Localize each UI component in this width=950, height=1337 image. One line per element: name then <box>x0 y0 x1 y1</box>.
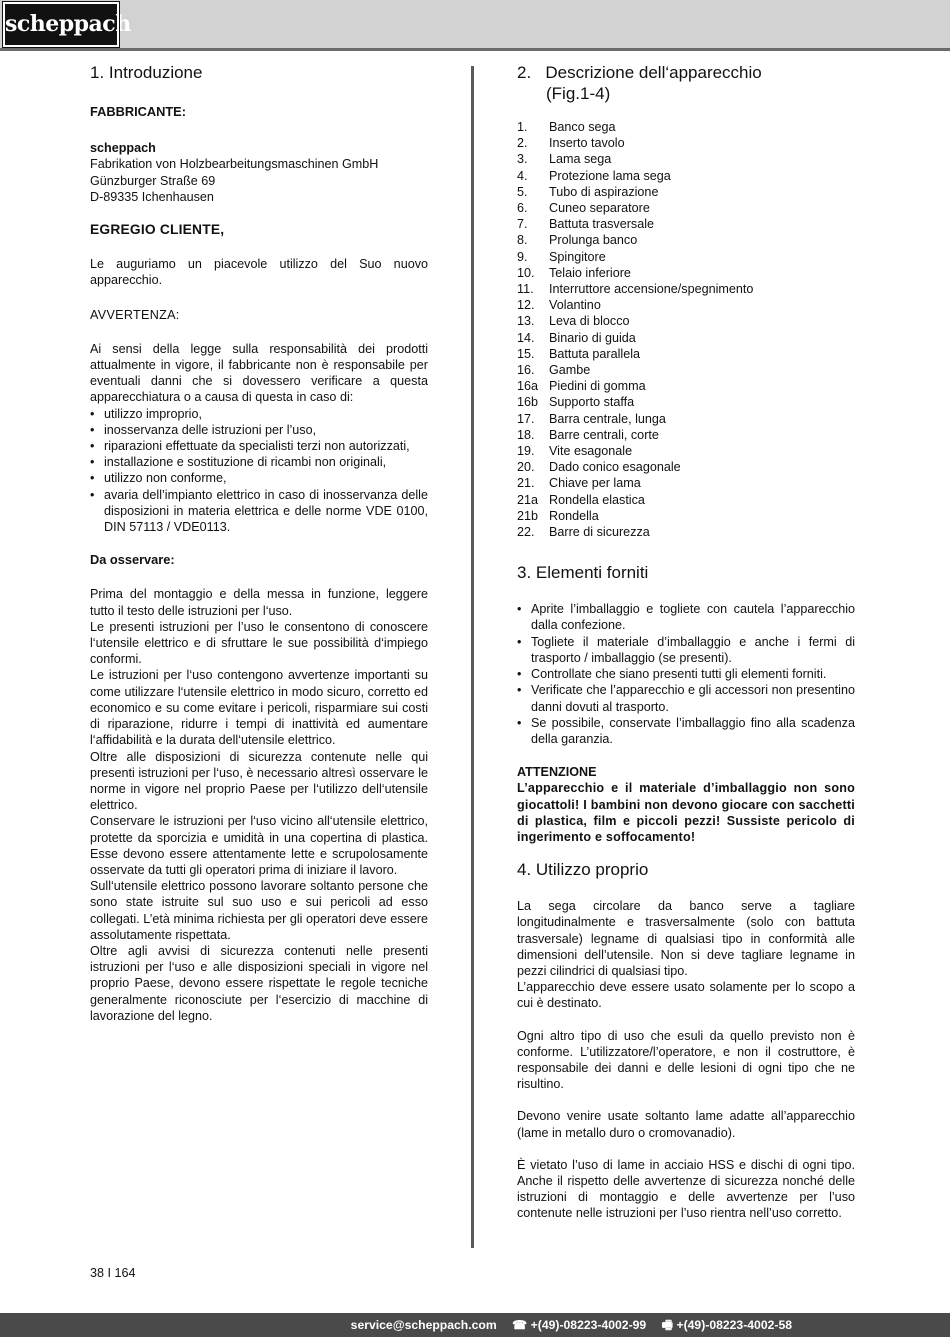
list-item: • avaria dell’impianto elettrico in caso di inosservanza delle disposizioni in materia elettrica e delle norme VDE 0100, DIN 57113 / VDE0113. <box>90 487 428 536</box>
observe-paragraph: Oltre agli avvisi di sicurezza contenuti nelle presenti istruzioni per l‘uso e alle disposizioni speciali in vigore nel proprio Paese, devono essere rispettate le regole tecniche generalmente riconosciute per l‘esercizio di macchine di lavorazione del legno. <box>90 943 428 1023</box>
parts-list-item <box>517 492 855 508</box>
part-number: 16a <box>517 379 539 394</box>
address-line: Günzburger Straße 69 <box>90 173 216 188</box>
parts-list-item <box>517 394 855 410</box>
left-column <box>90 62 428 1024</box>
part-label: Dado conico esagonale <box>549 460 681 475</box>
parts-list-item <box>517 281 855 297</box>
greeting-heading: EGREGIO CLIENTE, <box>90 222 225 238</box>
part-number: 20. <box>517 460 535 475</box>
part-number: 6. <box>517 201 528 216</box>
part-number: 11. <box>517 282 534 297</box>
parts-list-item <box>517 135 855 151</box>
list-item: • Togliete il materiale d’imballaggio e anche i fermi di trasporto / imballaggio (se presenti). <box>517 634 855 666</box>
part-number: 3. <box>517 152 528 167</box>
warning-paragraph: Ai sensi della legge sulla responsabilità dei prodotti attualmente in vigore, il fabbricante non è responsabile per eventuali danni che si dovessero verificare a questa apparecchiatura o a causa di questa in caso di: <box>90 341 428 405</box>
part-number: 21b <box>517 508 539 523</box>
parts-list-item <box>517 200 855 216</box>
warning-list <box>90 406 428 536</box>
section-title-supplied: 3. Elementi forniti <box>517 563 649 583</box>
wish-paragraph: Le auguriamo un piacevole utilizzo del Suo nuovo apparecchio. <box>90 257 428 288</box>
parts-list-item <box>517 459 855 475</box>
parts-list-item <box>517 216 855 232</box>
parts-list-item <box>517 313 855 329</box>
address-line: Fabrikation von Holzbearbeitungsmaschinen GmbH <box>90 157 379 172</box>
parts-list-item <box>517 346 855 362</box>
part-label: Telaio inferiore <box>549 265 631 280</box>
part-label: Chiave per lama <box>549 476 641 491</box>
observe-paragraph: Le presenti istruzioni per l’uso le consentono di conoscere l‘utensile elettrico e di sfruttare le sue possibilità d‘impiego conformi. <box>90 619 428 667</box>
parts-list-item <box>517 508 855 524</box>
part-number: 18. <box>517 427 535 442</box>
part-number: 13. <box>517 314 535 329</box>
parts-list-item <box>517 330 855 346</box>
footer-fax: 🖷 +(49)-08223-4002-58 <box>661 1318 792 1332</box>
observe-paragraph: Le istruzioni per l‘uso contengono avvertenze importanti su come utilizzare l‘utensile elettrico in modo sicuro, corretto ed economico e su come evitare i pericoli, risparmiare sui costi di riparazione, ridurre i tempi di inattività ed aumentare l‘affidabilità e la durata dell‘utensile elettrico. <box>90 668 428 748</box>
part-number: 21. <box>517 476 535 491</box>
part-number: 16. <box>517 363 535 378</box>
list-item: • Verificate che l’apparecchio e gli accessori non presentino danni dovuti al trasporto. <box>517 682 855 714</box>
footer-phone: ☎ +(49)-08223-4002-99 <box>512 1318 647 1332</box>
parts-list <box>517 119 855 540</box>
part-label: Prolunga banco <box>549 233 638 248</box>
list-item: • Controllate che siano presenti tutti gli elementi forniti. <box>517 666 855 682</box>
parts-list-item <box>517 184 855 200</box>
part-label: Gambe <box>549 363 591 378</box>
footer-email[interactable]: service@scheppach.com <box>350 1318 497 1332</box>
part-label: Barra centrale, lunga <box>549 411 666 426</box>
part-number: 2. <box>517 136 528 151</box>
part-label: Binario di guida <box>549 330 636 345</box>
column-divider <box>471 66 474 1248</box>
part-number: 10. <box>517 265 535 280</box>
parts-list-item <box>517 362 855 378</box>
use-paragraph: La sega circolare da banco serve a tagliare longitudinalmente e trasversalmente (solo con battuta trasversale) legname di qualsiasi tipo in conformità alle dimensioni dell’utensile. Non si deve tagliare legname in pezzi cilindrici di qualsiasi tipo. <box>517 899 855 978</box>
part-label: Inserto tavolo <box>549 136 625 151</box>
parts-list-item <box>517 524 855 540</box>
attention-text: L’apparecchio e il materiale d’imballaggio non sono giocattoli! I bambini non devono giocare con sacchetti di plastica, film e piccoli pezzi! Sussiste pericolo di ingerimento e soffocamento! <box>517 781 855 844</box>
parts-list-item <box>517 297 855 313</box>
part-label: Battuta trasversale <box>549 217 654 232</box>
address-line: D-89335 Ichenhausen <box>90 189 214 204</box>
part-label: Cuneo separatore <box>549 201 650 216</box>
parts-list-item <box>517 168 855 184</box>
observe-paragraph: Oltre alle disposizioni di sicurezza contenute nelle qui presenti istruzioni per l‘uso, è necessario altresì osservare le norme in vigore nel proprio Paese per l‘utilizzo dell‘utensile elettrico. <box>90 749 428 813</box>
parts-list-item <box>517 151 855 167</box>
list-item: • riparazioni effettuate da specialisti terzi non autorizzati, <box>90 438 428 454</box>
parts-list-item <box>517 427 855 443</box>
observe-paragraph: Conservare le istruzioni per l‘uso vicino all‘utensile elettrico, protette da sporcizia e umidità in una copertina di plastica. Esse devono essere attentamente lette e scrupolosamente osservate da tutti gli operatori prima di iniziare il lavoro. <box>90 814 428 877</box>
parts-list-item <box>517 249 855 265</box>
part-label: Supporto staffa <box>549 395 635 410</box>
warning-label: AVVERTENZA: <box>90 307 180 322</box>
attention-label: ATTENZIONE <box>517 765 597 780</box>
section-title-use: 4. Utilizzo proprio <box>517 860 649 880</box>
part-number: 21a <box>517 492 539 507</box>
section-title-introduction: 1. Introduzione <box>90 63 203 82</box>
footer-contact <box>339 1317 792 1333</box>
parts-list-item <box>517 378 855 394</box>
part-number: 4. <box>517 168 528 183</box>
part-number: 17. <box>517 411 535 426</box>
use-paragraph: È vietato l’uso di lame in acciaio HSS e dischi di ogni tipo. Anche il rispetto delle avvertenze di sicurezza nonché delle istruzioni di montaggio e delle avvertenze per l’uso contenute nelle istruzioni per l’uso rientra nell’uso corretto. <box>517 1157 855 1221</box>
observe-paragraph: Sull‘utensile elettrico possono lavorare soltanto persone che sono state istruite sul suo uso e sui pericoli ad esso collegati. L’età minima richiesta per gli operatori deve essere assolutamente rispettata. <box>90 879 428 942</box>
part-label: Barre centrali, corte <box>549 427 659 442</box>
parts-list-item <box>517 475 855 491</box>
part-number: 22. <box>517 525 535 540</box>
company-name: scheppach <box>90 141 156 156</box>
supplied-list <box>517 601 855 747</box>
list-item: • utilizzo non conforme, <box>90 470 428 486</box>
part-number: 12. <box>517 298 535 313</box>
part-label: Protezione lama sega <box>549 168 671 183</box>
part-label: Banco sega <box>549 120 616 134</box>
use-paragraph: L’apparecchio deve essere usato solamente per lo scopo a cui è destinato. <box>517 980 855 1011</box>
part-number: 5. <box>517 184 528 199</box>
part-number: 1. <box>517 120 528 134</box>
part-number: 9. <box>517 249 528 264</box>
section-title-description-fig: (Fig.1-4) <box>546 84 611 103</box>
part-number: 16b <box>517 395 539 410</box>
parts-list-item <box>517 411 855 427</box>
part-number: 15. <box>517 346 535 361</box>
header-band <box>0 0 950 48</box>
part-number: 7. <box>517 217 528 232</box>
part-number: 14. <box>517 330 535 345</box>
part-label: Barre di sicurezza <box>549 525 650 540</box>
part-label: Tubo di aspirazione <box>549 184 659 199</box>
part-label: Spingitore <box>549 249 606 264</box>
use-paragraph: Ogni altro tipo di uso che esuli da quello previsto non è conforme. L’utilizzatore/l’operatore, e non il costruttore, è responsabile dei danni e delle lesioni di ogni tipo che ne risultino. <box>517 1028 855 1092</box>
part-label: Leva di blocco <box>549 314 630 329</box>
part-label: Rondella elastica <box>549 492 645 507</box>
list-item: • utilizzo improprio, <box>90 406 428 422</box>
section-title-description: 2. Descrizione dell‘apparecchio <box>517 63 762 82</box>
parts-list-item <box>517 119 855 135</box>
page-number: 38 I 164 <box>90 1266 136 1280</box>
part-number: 19. <box>517 444 535 459</box>
observe-paragraph: Prima del montaggio e della messa in funzione, leggere tutto il testo delle istruzioni per l‘uso. <box>90 587 428 618</box>
header-rule <box>0 48 950 51</box>
list-item: • inosservanza delle istruzioni per l’uso, <box>90 422 428 438</box>
part-label: Volantino <box>549 298 601 313</box>
scheppach-logo: scheppach <box>3 2 119 47</box>
parts-list-item <box>517 443 855 459</box>
part-label: Battuta parallela <box>549 346 641 361</box>
observe-label: Da osservare: <box>90 552 175 568</box>
parts-list-item <box>517 265 855 281</box>
manufacturer-label: FABBRICANTE: <box>90 104 186 119</box>
list-item: • installazione e sostituzione di ricambi non originali, <box>90 454 428 470</box>
right-column <box>517 62 855 1222</box>
part-label: Interruttore accensione/spegnimento <box>549 282 754 297</box>
part-label: Piedini di gomma <box>549 379 646 394</box>
parts-list-item <box>517 232 855 248</box>
part-label: Rondella <box>549 508 599 523</box>
list-item: • Aprite l’imballaggio e togliete con cautela l’apparecchio dalla confezione. <box>517 601 855 633</box>
part-label: Vite esagonale <box>549 444 633 459</box>
part-number: 8. <box>517 233 528 248</box>
part-label: Lama sega <box>549 152 612 167</box>
use-paragraph: Devono venire usate soltanto lame adatte all’apparecchio (lame in metallo duro o cromovanadio). <box>517 1109 855 1140</box>
list-item: • Se possibile, conservate l’imballaggio fino alla scadenza della garanzia. <box>517 715 855 747</box>
